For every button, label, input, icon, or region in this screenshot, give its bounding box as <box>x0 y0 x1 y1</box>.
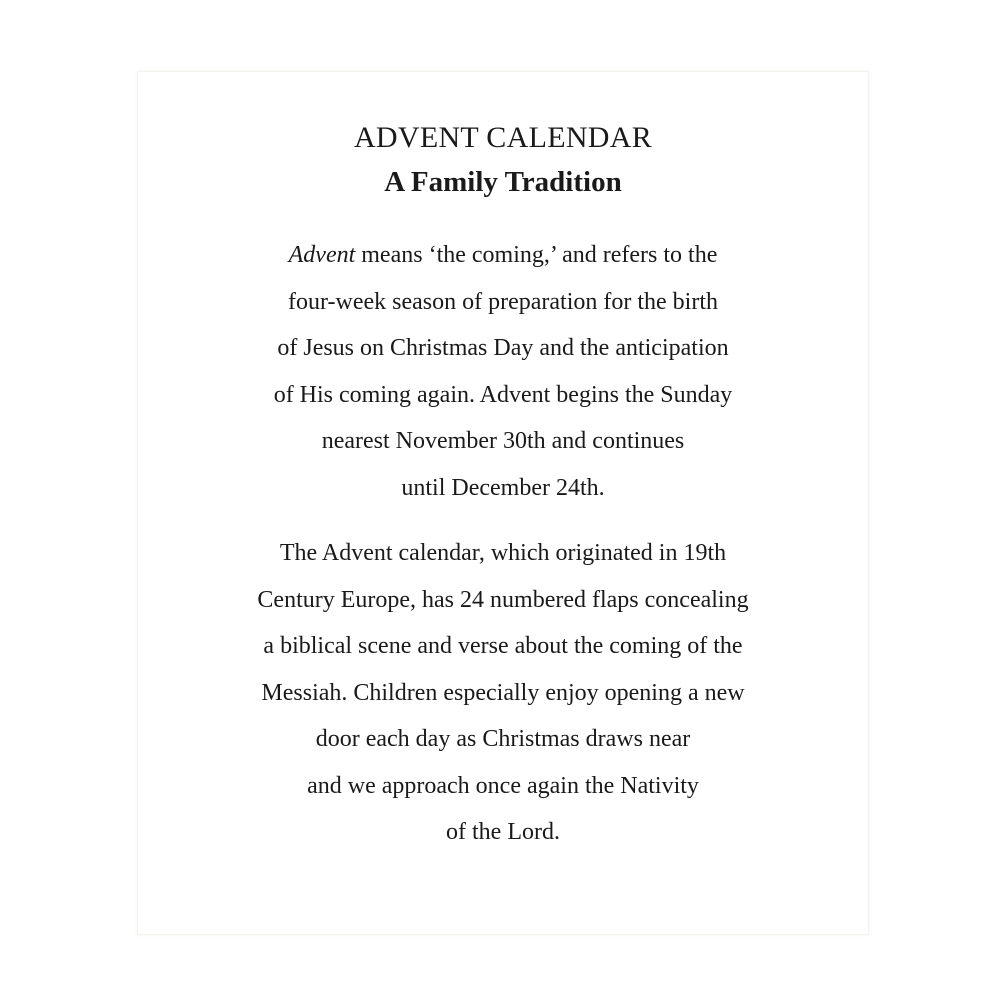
paragraph-line: Messiah. Children especially enjoy opening a new <box>261 679 745 706</box>
paragraph-line: Century Europe, has 24 numbered flaps concealing <box>257 586 749 613</box>
paragraph-line-text: means ‘the coming,’ and refers to the <box>355 242 718 268</box>
paragraph-line: nearest November 30th and continues <box>321 428 685 454</box>
paragraph-line: a biblical scene and verse about the coming of the <box>263 633 743 659</box>
paragraph-line: door each day as Christmas draws near <box>315 726 691 752</box>
paragraph-line: of the Lord. <box>446 819 560 845</box>
document-subtitle: A Family Tradition <box>384 166 622 198</box>
paragraph-advent-meaning <box>138 232 868 511</box>
paragraph-line: four-week season of preparation for the birth <box>287 288 719 315</box>
paragraph-line <box>138 232 868 279</box>
document-title: ADVENT CALENDAR <box>353 121 653 154</box>
paragraph-line: The Advent calendar, which originated in 19th <box>279 540 727 566</box>
advent-card <box>138 72 868 934</box>
paragraph-line: and we approach once again the Nativity <box>307 772 699 799</box>
paragraph-line: of Jesus on Christmas Day and the anticipation <box>277 335 729 361</box>
paragraph-calendar-history <box>138 530 868 856</box>
paragraph-line: of His coming again. Advent begins the Sunday <box>273 381 733 408</box>
paragraph-line: until December 24th. <box>401 474 605 501</box>
advent-italic-word: Advent <box>288 242 356 268</box>
